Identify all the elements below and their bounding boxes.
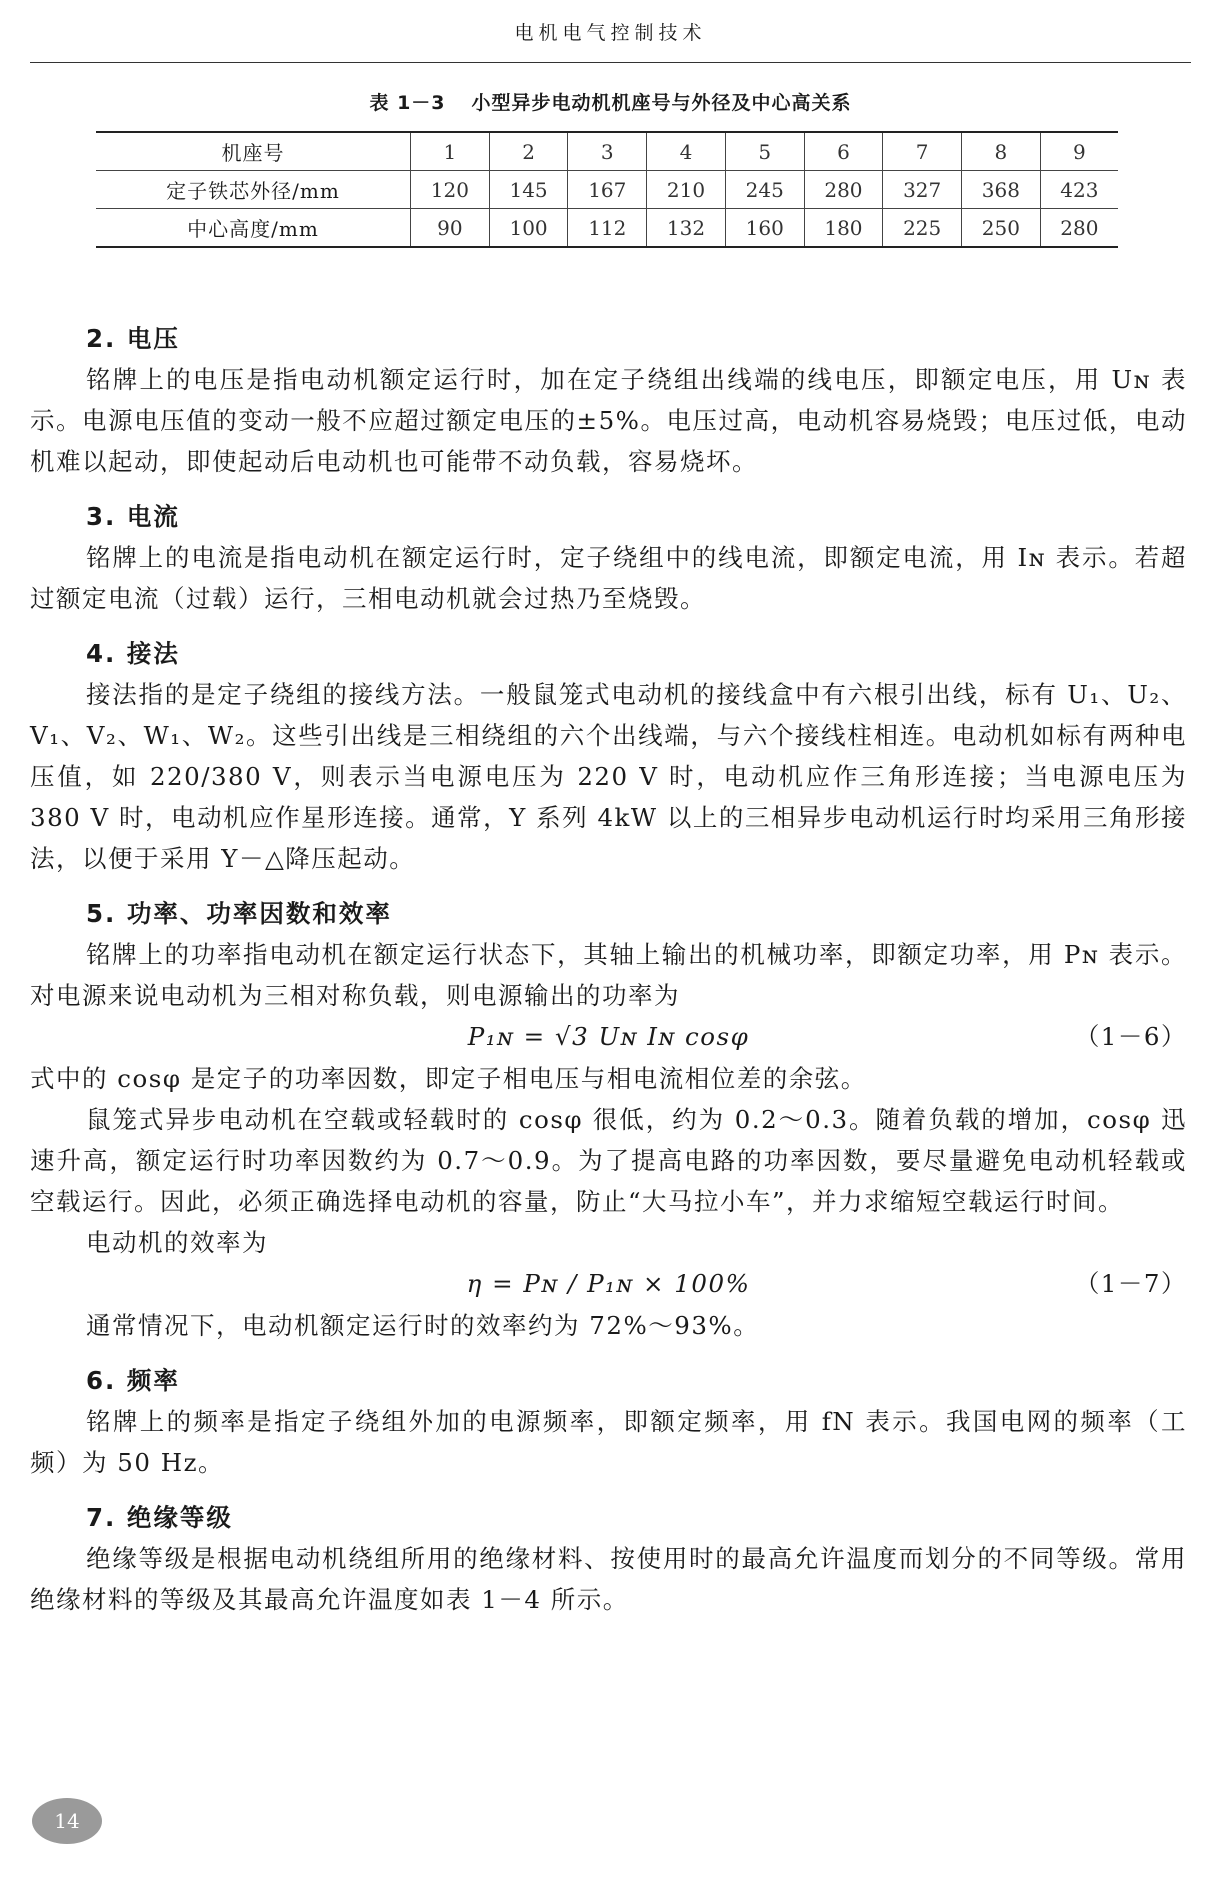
table-cell: 1	[411, 132, 490, 171]
table-cell: 4	[647, 132, 726, 171]
running-header	[30, 0, 1191, 63]
row-label: 定子铁芯外径/mm	[96, 171, 411, 209]
table-cell: 9	[1040, 132, 1118, 171]
paragraph: 鼠笼式异步电动机在空载或轻载时的 cosφ 很低，约为 0.2～0.3。随着负载的增加，cosφ 迅速升高，额定运行时功率因数约为 0.7～0.9。为了提高电路的功率因数，要尽量避免电动机轻载或空载运行。因此，必须正确选择电动机的容量，防止“大马拉小车”，并力求缩短空载运行时间。	[30, 1105, 1187, 1216]
table-cell: 145	[489, 171, 568, 209]
formula-expression: η = Pɴ / P₁ɴ × 100%	[466, 1269, 751, 1298]
paragraph: 式中的 cosφ 是定子的功率因数，即定子相电压与相电流相位差的余弦。	[30, 1064, 867, 1093]
formula-expression: P₁ɴ = √3 Uɴ Iɴ cosφ	[467, 1022, 750, 1051]
table-cell: 132	[647, 209, 726, 248]
equation-number: （1－7）	[1074, 1269, 1187, 1298]
section-heading: 3. 电流	[86, 502, 180, 531]
table-cell: 327	[883, 171, 962, 209]
page-number: 14	[54, 1809, 80, 1833]
section-heading: 2. 电压	[86, 324, 180, 353]
table-cell: 225	[883, 209, 962, 248]
section-heading: 4. 接法	[86, 639, 180, 668]
section-heading: 5. 功率、功率因数和效率	[86, 899, 392, 928]
table-row	[96, 132, 1118, 171]
table-cell: 120	[411, 171, 490, 209]
paragraph: 接法指的是定子绕组的接线方法。一般鼠笼式电动机的接线盒中有六根引出线，标有 U₁、U₂、V₁、V₂、W₁、W₂。这些引出线是三相绕组的六个出线端，与六个接线柱相连。电动机如标有两种电压值，如 220/380 V，则表示当电源电压为 220 V 时，电动机应作三角形连接；当电源电压为 380 V 时，电动机应作星形连接。通常，Y 系列 4kW 以上的三相异步电动机运行时均采用三角形接法，以便于采用 Y－△降压起动。	[30, 680, 1187, 873]
table-number: 表 1－3	[369, 92, 446, 114]
body-text	[30, 318, 1187, 1620]
formula-1-7	[30, 1263, 1187, 1305]
table-cell: 280	[804, 171, 883, 209]
table-cell: 160	[725, 209, 804, 248]
table-cell: 7	[883, 132, 962, 171]
table-cell: 167	[568, 171, 647, 209]
table-row	[96, 209, 1118, 248]
table-cell: 180	[804, 209, 883, 248]
row-label: 中心高度/mm	[96, 209, 411, 248]
equation-number: （1－6）	[1074, 1022, 1187, 1051]
table-cell: 5	[725, 132, 804, 171]
table-cell: 368	[962, 171, 1041, 209]
table-cell: 245	[725, 171, 804, 209]
table-cell: 280	[1040, 209, 1118, 248]
page-number-badge	[32, 1798, 102, 1844]
table-cell: 100	[489, 209, 568, 248]
table-cell: 210	[647, 171, 726, 209]
table-cell: 2	[489, 132, 568, 171]
paragraph: 铭牌上的电流是指电动机在额定运行时，定子绕组中的线电流，即额定电流，用 Iɴ 表示。若超过额定电流（过载）运行，三相电动机就会过热乃至烧毁。	[30, 543, 1187, 613]
table-title: 小型异步电动机机座号与外径及中心高关系	[471, 92, 852, 114]
frame-size-table	[96, 131, 1118, 248]
paragraph: 铭牌上的频率是指定子绕组外加的电源频率，即额定频率，用 fN 表示。我国电网的频率（工频）为 50 Hz。	[30, 1407, 1187, 1477]
paragraph: 铭牌上的电压是指电动机额定运行时，加在定子绕组出线端的线电压，即额定电压，用 Uɴ 表示。电源电压值的变动一般不应超过额定电压的±5%。电压过高，电动机容易烧毁；电压过低，电动机难以起动，即使起动后电动机也可能带不动负载，容易烧坏。	[30, 365, 1187, 476]
paragraph: 通常情况下，电动机额定运行时的效率约为 72%～93%。	[86, 1311, 760, 1340]
section-heading: 6. 频率	[86, 1366, 180, 1395]
table-cell: 6	[804, 132, 883, 171]
section-heading: 7. 绝缘等级	[86, 1503, 233, 1532]
formula-1-6	[30, 1016, 1187, 1058]
paragraph: 铭牌上的功率指电动机在额定运行状态下，其轴上输出的机械功率，即额定功率，用 Pɴ 表示。对电源来说电动机为三相对称负载，则电源输出的功率为	[30, 940, 1187, 1010]
table-cell: 3	[568, 132, 647, 171]
paragraph: 电动机的效率为	[86, 1228, 268, 1257]
table-row	[96, 171, 1118, 209]
table-cell: 90	[411, 209, 490, 248]
table-cell: 423	[1040, 171, 1118, 209]
paragraph: 绝缘等级是根据电动机绕组所用的绝缘材料、按使用时的最高允许温度而划分的不同等级。常用绝缘材料的等级及其最高允许温度如表 1－4 所示。	[30, 1544, 1187, 1614]
book-title: 电机电气控制技术	[514, 21, 707, 44]
table-cell: 8	[962, 132, 1041, 171]
row-label: 机座号	[96, 132, 411, 171]
table-cell: 250	[962, 209, 1041, 248]
table-caption	[0, 88, 1221, 115]
table-cell: 112	[568, 209, 647, 248]
